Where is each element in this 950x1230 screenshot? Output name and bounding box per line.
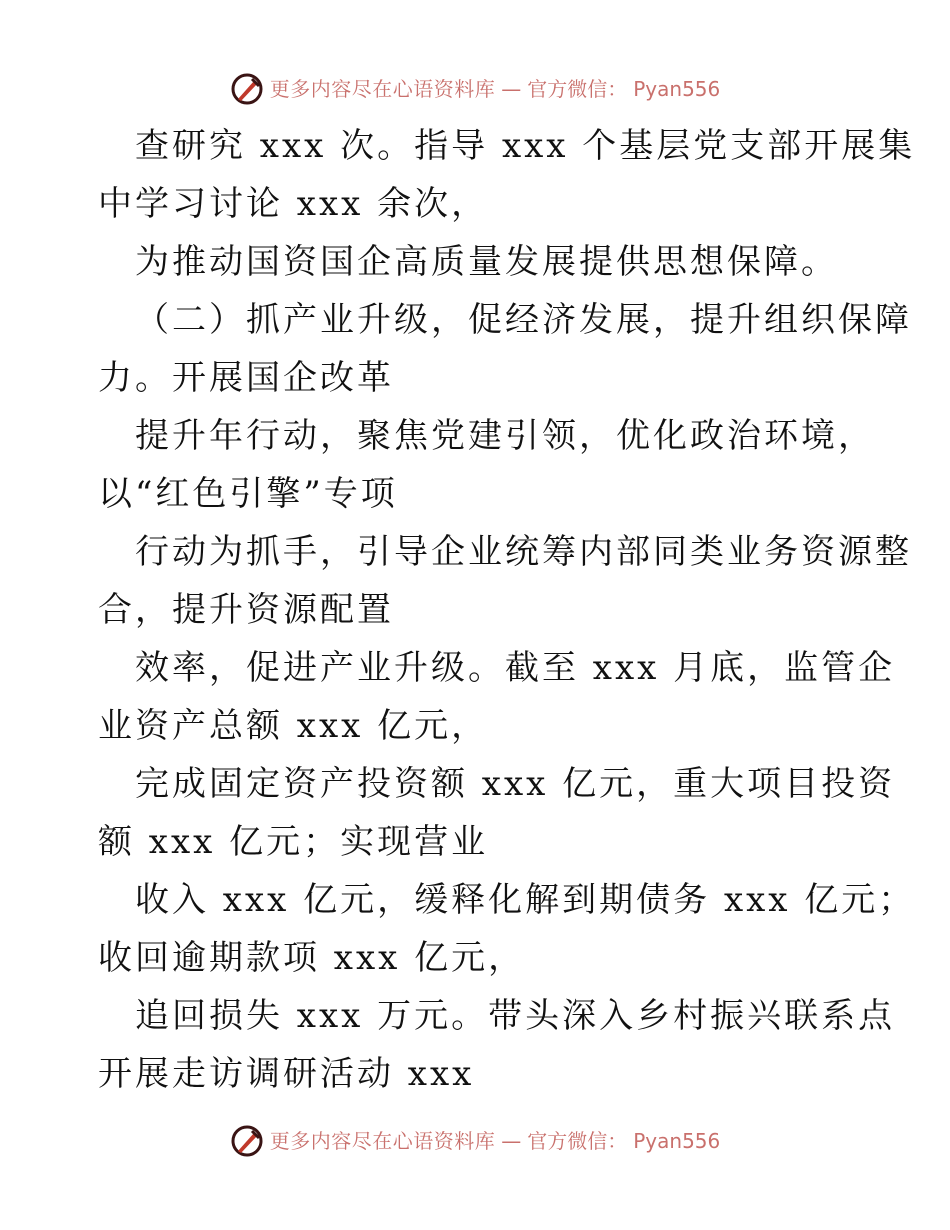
banner-wechat-label: 官方微信：	[527, 1129, 628, 1153]
banner-dash: —	[501, 77, 522, 101]
body-line: 效率，促进产业升级。截至 xxx 月底，监管企	[135, 648, 896, 688]
body-line: 中学习讨论 xxx 余次，	[98, 184, 489, 224]
body-line: 业资产总额 xxx 亿元，	[98, 706, 489, 746]
banner-text: 更多内容尽在心语资料库	[269, 1129, 496, 1153]
banner-text: 更多内容尽在心语资料库	[269, 77, 496, 101]
body-line: 力。开展国企改革	[98, 358, 394, 398]
body-line: 以“红色引擎”专项	[98, 474, 398, 514]
banner-wechat-id: Pyan556	[633, 77, 721, 101]
banner-wechat-label: 官方微信：	[527, 77, 628, 101]
banner-dash: —	[501, 1129, 522, 1153]
footer-watermark	[0, 1124, 950, 1158]
body-line: 为推动国资国企高质量发展提供思想保障。	[135, 242, 838, 282]
banner-wechat-id: Pyan556	[633, 1129, 721, 1153]
body-line: 提升年行动，聚焦党建引领，优化政治环境，	[135, 416, 875, 456]
quill-logo-icon	[230, 1124, 264, 1158]
body-line: 额 xxx 亿元；实现营业	[98, 822, 489, 862]
body-line: 收入 xxx 亿元，缓释化解到期债务 xxx 亿元；	[135, 880, 916, 920]
header-watermark	[0, 72, 950, 106]
quill-logo-icon	[230, 72, 264, 106]
body-line: 合，提升资源配置	[98, 590, 394, 630]
document-body	[98, 117, 916, 1103]
body-line: 开展走访调研活动 xxx	[98, 1054, 475, 1094]
body-line: 完成固定资产投资额 xxx 亿元，重大项目投资	[135, 764, 896, 804]
body-line: 行动为抓手，引导企业统筹内部同类业务资源整	[135, 532, 912, 572]
body-line: 查研究 xxx 次。指导 xxx 个基层党支部开展集	[135, 126, 916, 166]
body-line: 收回逾期款项 xxx 亿元，	[98, 938, 526, 978]
body-line: 追回损失 xxx 万元。带头深入乡村振兴联系点	[135, 996, 896, 1036]
body-line: （二）抓产业升级，促经济发展，提升组织保障	[135, 300, 912, 340]
